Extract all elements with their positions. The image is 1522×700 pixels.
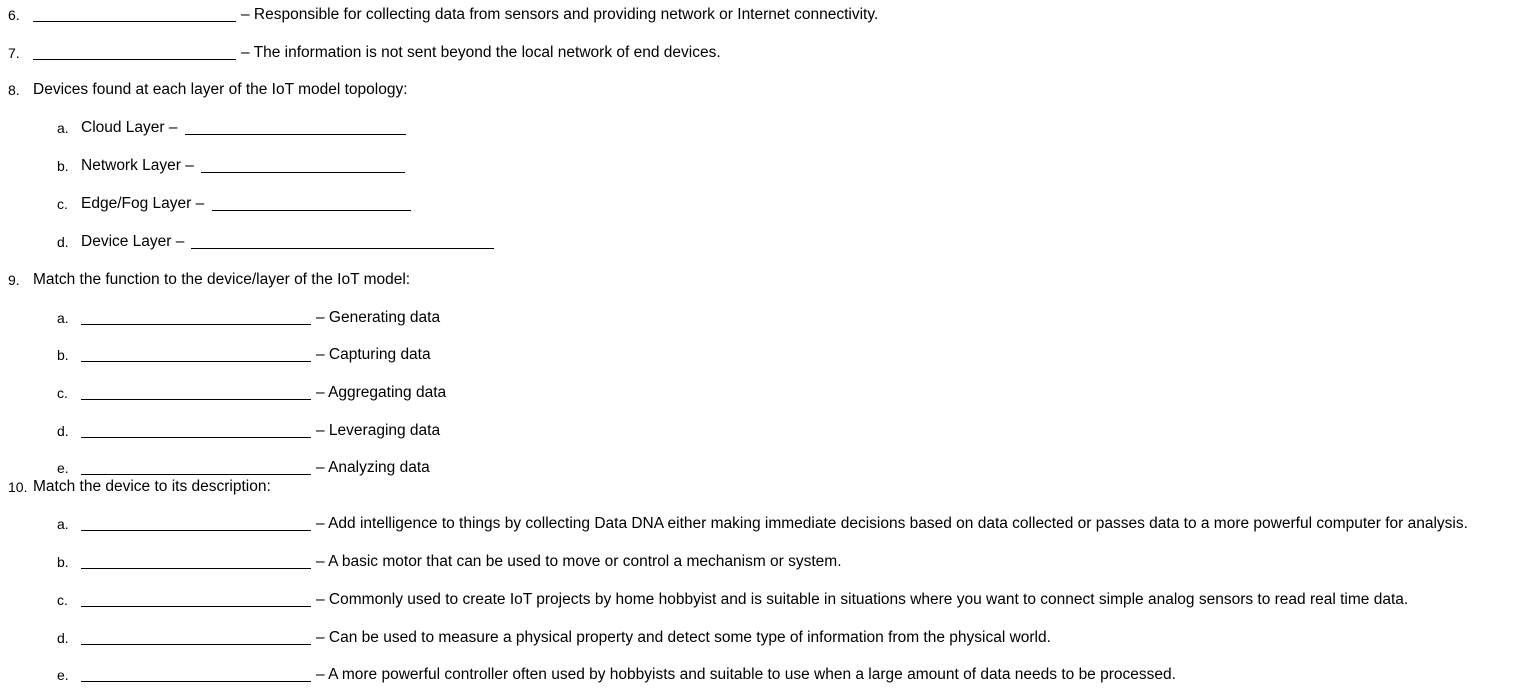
item-letter: a. — [57, 120, 69, 136]
item-letter: c. — [57, 592, 68, 608]
question-number: 10. — [8, 479, 28, 495]
question-number: 6. — [8, 7, 20, 23]
item-label: Network Layer – — [81, 157, 194, 174]
item-text: – Commonly used to create IoT projects by home hobbyist and is suitable in situations where you want to connect simple analog sensors to read real time data. — [316, 591, 1409, 608]
answer-blank[interactable] — [81, 530, 311, 531]
item-label: Device Layer – — [81, 233, 185, 250]
item-letter: d. — [57, 630, 69, 646]
item-text: – Generating data — [316, 309, 441, 326]
item-text: – Analyzing data — [316, 459, 430, 476]
answer-blank[interactable] — [191, 248, 494, 249]
answer-blank[interactable] — [81, 568, 311, 569]
item-text: – Capturing data — [316, 346, 431, 363]
item-letter: d. — [57, 234, 69, 250]
item-letter: b. — [57, 347, 69, 363]
answer-blank[interactable] — [81, 644, 311, 645]
answer-blank[interactable] — [81, 474, 311, 475]
item-text: – Can be used to measure a physical property and detect some type of information from the physical world. — [316, 629, 1051, 646]
item-text: – Leveraging data — [316, 422, 441, 439]
answer-blank[interactable] — [201, 172, 405, 173]
item-text: – Add intelligence to things by collecting Data DNA either making immediate decisions based on data collected or passes data to a more powerful computer for analysis. — [316, 515, 1468, 532]
item-letter: a. — [57, 516, 69, 532]
answer-blank[interactable] — [33, 59, 236, 60]
item-label: Cloud Layer – — [81, 119, 178, 136]
answer-blank[interactable] — [81, 681, 311, 682]
item-text: – A more powerful controller often used by hobbyists and suitable to use when a large amount of data needs to be processed. — [316, 666, 1176, 683]
item-text: – A basic motor that can be used to move or control a mechanism or system. — [316, 553, 842, 570]
answer-blank[interactable] — [81, 399, 311, 400]
question-text: – The information is not sent beyond the local network of end devices. — [241, 44, 721, 61]
question-number: 8. — [8, 82, 20, 98]
answer-blank[interactable] — [33, 21, 236, 22]
item-letter: b. — [57, 158, 69, 174]
question-text: Match the function to the device/layer of the IoT model: — [33, 271, 411, 288]
answer-blank[interactable] — [81, 361, 311, 362]
question-text: – Responsible for collecting data from sensors and providing network or Internet connectivity. — [241, 6, 879, 23]
answer-blank[interactable] — [81, 437, 311, 438]
item-text: – Aggregating data — [316, 384, 447, 401]
item-letter: e. — [57, 667, 69, 683]
item-letter: c. — [57, 196, 68, 212]
item-letter: a. — [57, 310, 69, 326]
question-text: Devices found at each layer of the IoT model topology: — [33, 81, 408, 98]
answer-blank[interactable] — [185, 134, 406, 135]
item-letter: d. — [57, 423, 69, 439]
answer-blank[interactable] — [81, 606, 311, 607]
item-label: Edge/Fog Layer – — [81, 195, 205, 212]
question-number: 7. — [8, 45, 20, 61]
item-letter: b. — [57, 554, 69, 570]
question-number: 9. — [8, 272, 20, 288]
item-letter: c. — [57, 385, 68, 401]
item-letter: e. — [57, 460, 69, 476]
answer-blank[interactable] — [212, 210, 411, 211]
answer-blank[interactable] — [81, 324, 311, 325]
question-text: Match the device to its description: — [33, 478, 271, 495]
